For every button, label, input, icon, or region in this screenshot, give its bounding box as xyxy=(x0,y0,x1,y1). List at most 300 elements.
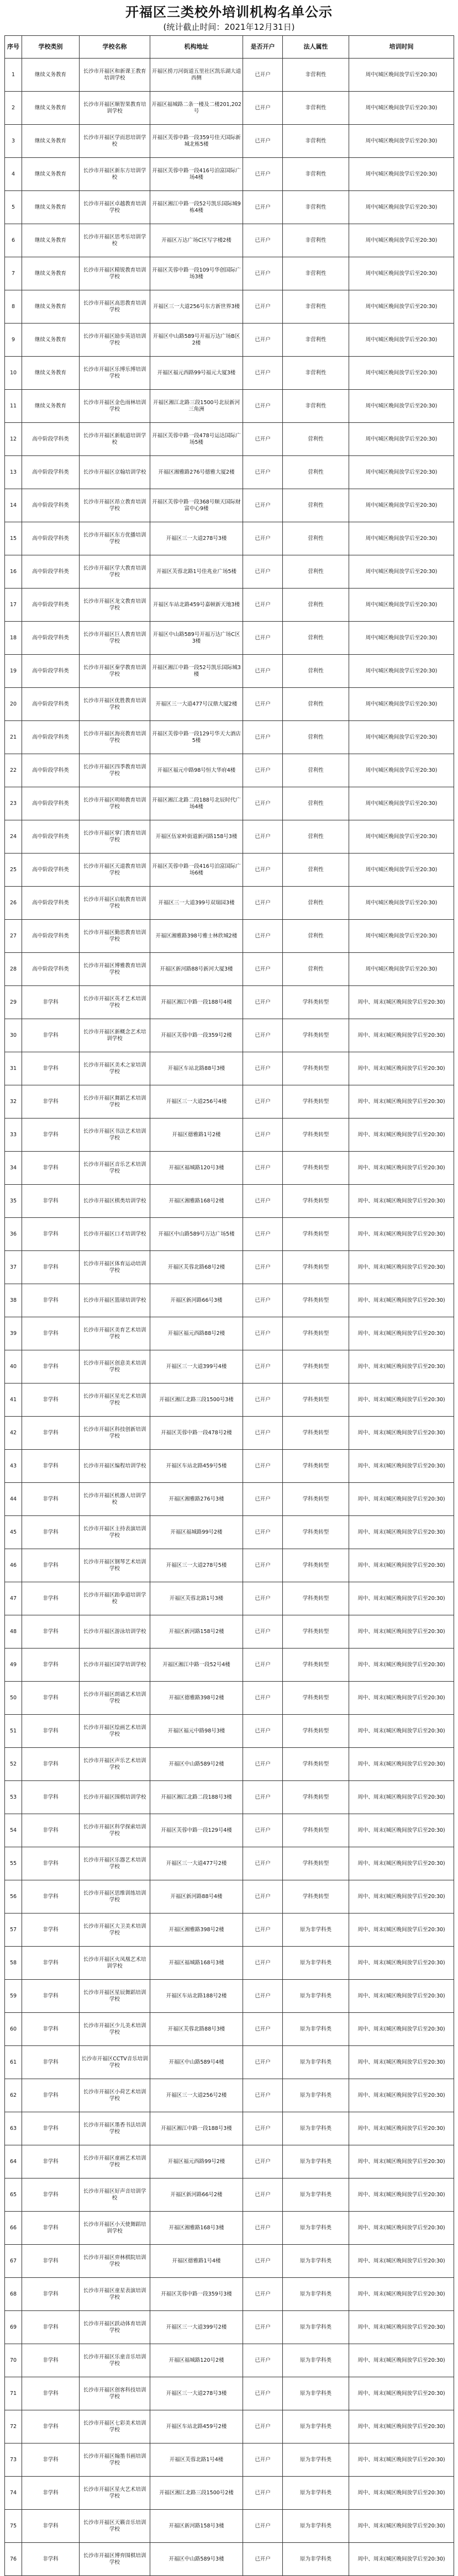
table-cell: 12 xyxy=(5,423,22,456)
table-cell: 继续义务教育 xyxy=(22,224,80,257)
table-cell: 58 xyxy=(5,1947,22,1980)
table-cell: 周中、周末(城区晚间放学后至20:30) xyxy=(349,2212,454,2245)
table-cell: 11 xyxy=(5,390,22,423)
table-cell: 长沙市开福区口才培训学校 xyxy=(80,1218,150,1251)
table-row xyxy=(5,1450,454,1483)
table-cell: 开福区伍家岭街道新河路158号3楼 xyxy=(150,820,243,854)
table-cell: 开福区车站北路459号2楼 xyxy=(150,2410,243,2444)
table-cell: 17 xyxy=(5,589,22,622)
table-cell: 长沙市开福区弈林棋院培训学校 xyxy=(80,2245,150,2278)
table-cell: 继续义务教育 xyxy=(22,125,80,158)
table-row xyxy=(5,456,454,489)
table-cell: 长沙市开福区童画艺术培训学校 xyxy=(80,2145,150,2179)
table-cell: 长沙市开福区巨人教育培训学校 xyxy=(80,622,150,655)
table-cell: 非营利性 xyxy=(283,290,349,324)
table-cell: 48 xyxy=(5,1615,22,1649)
table-cell: 周中(城区晚间放学后至20:30) xyxy=(349,820,454,854)
table-cell: 已开户 xyxy=(243,1781,283,1814)
table-cell: 已开户 xyxy=(243,1483,283,1516)
table-cell: 72 xyxy=(5,2410,22,2444)
table-cell: 非学科 xyxy=(22,2112,80,2145)
table-cell: 长沙市开福区勤思教育培训学校 xyxy=(80,920,150,953)
table-cell: 营利性 xyxy=(283,820,349,854)
table-cell: 已开户 xyxy=(243,1980,283,2013)
table-row xyxy=(5,2344,454,2377)
table-cell: 开福区芙蓉北路1号佳兆业广场5楼 xyxy=(150,555,243,589)
table-row xyxy=(5,191,454,224)
table-cell: 周中、周末(城区晚间放学后至20:30) xyxy=(349,1980,454,2013)
table-cell: 已开户 xyxy=(243,191,283,224)
table-cell: 长沙市开福区火凤凰艺术培训学校 xyxy=(80,1947,150,1980)
table-cell: 营利性 xyxy=(283,787,349,820)
table-cell: 53 xyxy=(5,1781,22,1814)
table-cell: 62 xyxy=(5,2079,22,2112)
table-cell: 原为非学科类 xyxy=(283,2079,349,2112)
table-cell: 非学科 xyxy=(22,2145,80,2179)
table-row xyxy=(5,1549,454,1582)
table-cell: 已开户 xyxy=(243,2444,283,2477)
table-cell: 开福区三一大道278号3楼 xyxy=(150,522,243,555)
table-cell: 非学科 xyxy=(22,1350,80,1384)
table-cell: 非学科 xyxy=(22,1052,80,1085)
table-cell: 周中、周末(城区晚间放学后至20:30) xyxy=(349,2543,454,2576)
table-row xyxy=(5,1649,454,1682)
table-cell: 已开户 xyxy=(243,2112,283,2145)
table-cell: 周中、周末(城区晚间放学后至20:30) xyxy=(349,1218,454,1251)
table-cell: 长沙市开福区体育运动培训学校 xyxy=(80,1251,150,1284)
table-cell: 学科类转型 xyxy=(283,1384,349,1417)
table-cell: 非学科 xyxy=(22,1880,80,1914)
table-cell: 38 xyxy=(5,1284,22,1317)
table-cell: 长沙市开福区英才艺术培训学校 xyxy=(80,986,150,1019)
table-cell: 周中、周末(城区晚间放学后至20:30) xyxy=(349,1251,454,1284)
table-row xyxy=(5,423,454,456)
table-cell: 30 xyxy=(5,1019,22,1052)
table-cell: 周中(城区晚间放学后至20:30) xyxy=(349,787,454,820)
table-cell: 非学科 xyxy=(22,1417,80,1450)
header-cell: 法人属性 xyxy=(283,36,349,59)
table-cell: 长沙市开福区星辰舞蹈培训学校 xyxy=(80,1980,150,2013)
table-cell: 长沙市开福区跆拳道培训学校 xyxy=(80,1582,150,1615)
table-cell: 学科类转型 xyxy=(283,1251,349,1284)
table-cell: 长沙市开福区国学培训学校 xyxy=(80,1649,150,1682)
table-row xyxy=(5,2046,454,2079)
table-cell: 继续义务教育 xyxy=(22,390,80,423)
table-cell: 原为非学科类 xyxy=(283,2477,349,2510)
table-cell: 已开户 xyxy=(243,787,283,820)
table-cell: 开福区湘江中路一段188号4楼 xyxy=(150,986,243,1019)
table-cell: 非学科 xyxy=(22,1615,80,1649)
table-cell: 长沙市开福区七彩美术培训学校 xyxy=(80,2410,150,2444)
table-cell: 高中阶段学科类 xyxy=(22,920,80,953)
table-cell: 营利性 xyxy=(283,555,349,589)
table-cell: 周中(城区晚间放学后至20:30) xyxy=(349,158,454,191)
table-cell: 学科类转型 xyxy=(283,1218,349,1251)
table-cell: 开福区湘江北路三段1500号2楼 xyxy=(150,2477,243,2510)
table-cell: 40 xyxy=(5,1350,22,1384)
table-cell: 营利性 xyxy=(283,622,349,655)
table-cell: 开福区湘雅路276号德雅大厦2楼 xyxy=(150,456,243,489)
table-cell: 周中(城区晚间放学后至20:30) xyxy=(349,522,454,555)
table-cell: 已开户 xyxy=(243,158,283,191)
table-row xyxy=(5,2410,454,2444)
table-cell: 周中、周末(城区晚间放学后至20:30) xyxy=(349,2013,454,2046)
table-cell: 开福区福城路168号3楼 xyxy=(150,1947,243,1980)
table-cell: 非学科 xyxy=(22,2377,80,2410)
table-cell: 开福区芙蓉中路一段478号2楼 xyxy=(150,1417,243,1450)
table-cell: 周中、周末(城区晚间放学后至20:30) xyxy=(349,1516,454,1549)
table-cell: 周中、周末(城区晚间放学后至20:30) xyxy=(349,2046,454,2079)
table-cell: 36 xyxy=(5,1218,22,1251)
table-cell: 继续义务教育 xyxy=(22,357,80,390)
table-cell: 开福区芙蓉中路一段359号2楼 xyxy=(150,1019,243,1052)
table-cell: 开福区新河路88号新河大厦3楼 xyxy=(150,953,243,986)
table-cell: 长沙市开福区龙文教育培训学校 xyxy=(80,589,150,622)
table-cell: 周中、周末(城区晚间放学后至20:30) xyxy=(349,1417,454,1450)
table-cell: 已开户 xyxy=(243,854,283,887)
table-cell: 开福区三一大道399号双瑞园3楼 xyxy=(150,887,243,920)
table-cell: 营利性 xyxy=(283,854,349,887)
table-cell: 35 xyxy=(5,1185,22,1218)
table-cell: 学科类转型 xyxy=(283,1350,349,1384)
table-cell: 周中、周末(城区晚间放学后至20:30) xyxy=(349,1384,454,1417)
table-row xyxy=(5,158,454,191)
table-cell: 周中(城区晚间放学后至20:30) xyxy=(349,324,454,357)
table-cell: 开福区福城路120号3楼 xyxy=(150,1152,243,1185)
table-cell: 18 xyxy=(5,622,22,655)
table-cell: 开福区新河路66号3楼 xyxy=(150,1284,243,1317)
table-cell: 高中阶段学科类 xyxy=(22,887,80,920)
table-cell: 周中、周末(城区晚间放学后至20:30) xyxy=(349,1119,454,1152)
table-cell: 开福区湘雅路168号2楼 xyxy=(150,1185,243,1218)
table-row xyxy=(5,1814,454,1847)
table-cell: 原为非学科类 xyxy=(283,2013,349,2046)
table-cell: 周中、周末(城区晚间放学后至20:30) xyxy=(349,2245,454,2278)
table-cell: 4 xyxy=(5,158,22,191)
table-cell: 非学科 xyxy=(22,1085,80,1119)
table-cell: 高中阶段学科类 xyxy=(22,589,80,622)
table-cell: 周中、周末(城区晚间放学后至20:30) xyxy=(349,1052,454,1085)
table-cell: 营利性 xyxy=(283,953,349,986)
table-cell: 周中、周末(城区晚间放学后至20:30) xyxy=(349,2344,454,2377)
table-cell: 已开户 xyxy=(243,224,283,257)
table-cell: 71 xyxy=(5,2377,22,2410)
table-cell: 非学科 xyxy=(22,2212,80,2245)
table-cell: 长沙市开福区新概念艺术培训学校 xyxy=(80,1019,150,1052)
table-cell: 周中、周末(城区晚间放学后至20:30) xyxy=(349,2145,454,2179)
table-cell: 已开户 xyxy=(243,2145,283,2179)
table-cell: 非学科 xyxy=(22,2278,80,2311)
table-row xyxy=(5,1483,454,1516)
table-cell: 开福区新河路158号2楼 xyxy=(150,1615,243,1649)
table-cell: 65 xyxy=(5,2179,22,2212)
table-cell: 非学科 xyxy=(22,1947,80,1980)
table-cell: 长沙市开福区东方优播培训学校 xyxy=(80,522,150,555)
table-cell: 33 xyxy=(5,1119,22,1152)
table-cell: 长沙市开福区机器人培训学校 xyxy=(80,1483,150,1516)
table-cell: 高中阶段学科类 xyxy=(22,555,80,589)
table-row xyxy=(5,1052,454,1085)
table-cell: 继续义务教育 xyxy=(22,324,80,357)
table-row xyxy=(5,1980,454,2013)
table-cell: 非学科 xyxy=(22,1019,80,1052)
table-cell: 开福区中山路589号4楼 xyxy=(150,2046,243,2079)
table-cell: 已开户 xyxy=(243,1019,283,1052)
table-cell: 开福区车站北路188号2楼 xyxy=(150,1980,243,2013)
table-cell: 周中(城区晚间放学后至20:30) xyxy=(349,357,454,390)
table-cell: 学科类转型 xyxy=(283,986,349,1019)
table-cell: 开福区湘江中路一段188号3楼 xyxy=(150,2112,243,2145)
table-cell: 周中(城区晚间放学后至20:30) xyxy=(349,589,454,622)
table-row xyxy=(5,390,454,423)
table-row xyxy=(5,920,454,953)
table-cell: 周中、周末(城区晚间放学后至20:30) xyxy=(349,2079,454,2112)
table-cell: 周中(城区晚间放学后至20:30) xyxy=(349,489,454,522)
table-cell: 开福区三一大道399号2楼 xyxy=(150,2311,243,2344)
table-cell: 长沙市开福区声乐艺术培训学校 xyxy=(80,1748,150,1781)
table-cell: 非学科 xyxy=(22,2013,80,2046)
table-cell: 周中、周末(城区晚间放学后至20:30) xyxy=(349,2112,454,2145)
table-cell: 非学科 xyxy=(22,1185,80,1218)
table-cell: 开福区三一大道256号东方新世界3楼 xyxy=(150,290,243,324)
table-cell: 已开户 xyxy=(243,1119,283,1152)
table-cell: 已开户 xyxy=(243,655,283,688)
table-cell: 长沙市开福区秦学教育培训学校 xyxy=(80,655,150,688)
table-cell: 开福区车站北路459号嘉顿新天地3楼 xyxy=(150,589,243,622)
table-cell: 长沙市开福区棋类培训学校 xyxy=(80,1185,150,1218)
table-cell: 16 xyxy=(5,555,22,589)
table-cell: 周中(城区晚间放学后至20:30) xyxy=(349,754,454,787)
table-cell: 营利性 xyxy=(283,688,349,721)
table-row xyxy=(5,1947,454,1980)
table-cell: 已开户 xyxy=(243,125,283,158)
table-cell: 长沙市开福区乐童音乐培训学校 xyxy=(80,2344,150,2377)
table-cell: 39 xyxy=(5,1317,22,1350)
table-cell: 非学科 xyxy=(22,1384,80,1417)
table-cell: 已开户 xyxy=(243,489,283,522)
table-cell: 已开户 xyxy=(243,721,283,754)
table-cell: 原为非学科类 xyxy=(283,2377,349,2410)
table-cell: 原为非学科类 xyxy=(283,2444,349,2477)
table-cell: 已开户 xyxy=(243,1417,283,1450)
table-cell: 周中、周末(城区晚间放学后至20:30) xyxy=(349,1350,454,1384)
table-cell: 长沙市开福区篮球培训学校 xyxy=(80,1284,150,1317)
table-cell: 开福区捞刀河街道五里社区凯乐湖大道西侧 xyxy=(150,59,243,92)
table-cell: 长沙市开福区天道教育培训学校 xyxy=(80,854,150,887)
table-cell: 已开户 xyxy=(243,1218,283,1251)
table-cell: 长沙市开福区书法艺术培训学校 xyxy=(80,1119,150,1152)
table-cell: 非学科 xyxy=(22,1549,80,1582)
table-cell: 开福区福元中路98号恒大华府4楼 xyxy=(150,754,243,787)
table-cell: 开福区芙蓉中路一段416号泊富国际广场4楼 xyxy=(150,158,243,191)
table-cell: 50 xyxy=(5,1682,22,1715)
table-cell: 非学科 xyxy=(22,2179,80,2212)
table-cell: 非学科 xyxy=(22,1847,80,1880)
table-cell: 已开户 xyxy=(243,1085,283,1119)
table-cell: 周中(城区晚间放学后至20:30) xyxy=(349,854,454,887)
table-cell: 非学科 xyxy=(22,1914,80,1947)
header-cell: 学校类别 xyxy=(22,36,80,59)
table-cell: 非学科 xyxy=(22,2245,80,2278)
table-cell: 开福区德雅路1号4楼 xyxy=(150,2245,243,2278)
table-cell: 已开户 xyxy=(243,688,283,721)
table-cell: 学科类转型 xyxy=(283,1052,349,1085)
table-cell: 已开户 xyxy=(243,1814,283,1847)
table-cell: 学科类转型 xyxy=(283,1152,349,1185)
table-cell: 25 xyxy=(5,854,22,887)
table-cell: 63 xyxy=(5,2112,22,2145)
table-cell: 长沙市开福区小荷艺术培训学校 xyxy=(80,2079,150,2112)
table-cell: 长沙市开福区童星表演培训学校 xyxy=(80,2278,150,2311)
table-cell: 已开户 xyxy=(243,2013,283,2046)
table-cell: 非学科 xyxy=(22,1218,80,1251)
table-row xyxy=(5,522,454,555)
table-cell: 已开户 xyxy=(243,1947,283,1980)
table-cell: 已开户 xyxy=(243,2510,283,2543)
table-cell: 开福区中山路589号开福万达广场B区2楼 xyxy=(150,324,243,357)
table-cell: 开福区芙蓉中路一段359号3楼 xyxy=(150,2278,243,2311)
table-cell: 长沙市开福区好声音培训学校 xyxy=(80,2179,150,2212)
table-cell: 长沙市开福区星火艺术培训学校 xyxy=(80,2477,150,2510)
table-cell: 非学科 xyxy=(22,2410,80,2444)
table-cell: 已开户 xyxy=(243,456,283,489)
table-cell: 周中、周末(城区晚间放学后至20:30) xyxy=(349,1947,454,1980)
table-cell: 已开户 xyxy=(243,920,283,953)
table-cell: 已开户 xyxy=(243,2377,283,2410)
table-cell: 原为非学科类 xyxy=(283,1947,349,1980)
table-row xyxy=(5,257,454,290)
table-cell: 周中、周末(城区晚间放学后至20:30) xyxy=(349,1549,454,1582)
table-cell: 长沙市开福区乐博乐博培训学校 xyxy=(80,357,150,390)
table-row xyxy=(5,357,454,390)
table-cell: 7 xyxy=(5,257,22,290)
table-cell: 原为非学科类 xyxy=(283,1980,349,2013)
table-cell: 周中、周末(城区晚间放学后至20:30) xyxy=(349,2444,454,2477)
table-cell: 已开户 xyxy=(243,2543,283,2576)
table-cell: 开福区芙蓉中路一段129号4楼 xyxy=(150,1814,243,1847)
table-cell: 长沙市开福区创意美术培训学校 xyxy=(80,1350,150,1384)
table-cell: 开福区湘雅路398号雅士林欣城2楼 xyxy=(150,920,243,953)
table-cell: 长沙市开福区学而思培训学校 xyxy=(80,125,150,158)
table-cell: 已开户 xyxy=(243,1251,283,1284)
table-cell: 14 xyxy=(5,489,22,522)
table-row xyxy=(5,721,454,754)
table-cell: 继续义务教育 xyxy=(22,257,80,290)
table-cell: 47 xyxy=(5,1582,22,1615)
table-cell: 原为非学科类 xyxy=(283,2543,349,2576)
table-row xyxy=(5,1218,454,1251)
table-cell: 长沙市开福区钢琴艺术培训学校 xyxy=(80,1549,150,1582)
table-cell: 73 xyxy=(5,2444,22,2477)
table-cell: 高中阶段学科类 xyxy=(22,456,80,489)
table-cell: 非学科 xyxy=(22,2477,80,2510)
table-cell: 周中、周末(城区晚间放学后至20:30) xyxy=(349,2510,454,2543)
table-cell: 非学科 xyxy=(22,1649,80,1682)
table-cell: 长沙市开福区朗诵艺术培训学校 xyxy=(80,1682,150,1715)
table-cell: 学科类转型 xyxy=(283,1582,349,1615)
table-cell: 已开户 xyxy=(243,257,283,290)
table-cell: 6 xyxy=(5,224,22,257)
table-cell: 已开户 xyxy=(243,2477,283,2510)
table-cell: 已开户 xyxy=(243,1052,283,1085)
table-row xyxy=(5,1516,454,1549)
table-cell: 开福区芙蓉北路88号3楼 xyxy=(150,2013,243,2046)
table-cell: 非学科 xyxy=(22,2543,80,2576)
table-row xyxy=(5,655,454,688)
table-cell: 非学科 xyxy=(22,1582,80,1615)
table-cell: 已开户 xyxy=(243,1649,283,1682)
table-cell: 非学科 xyxy=(22,1317,80,1350)
table-cell: 非学科 xyxy=(22,1516,80,1549)
table-row xyxy=(5,1317,454,1350)
table-cell: 56 xyxy=(5,1880,22,1914)
table-cell: 非营利性 xyxy=(283,125,349,158)
table-cell: 周中、周末(城区晚间放学后至20:30) xyxy=(349,1019,454,1052)
table-cell: 已开户 xyxy=(243,1847,283,1880)
header-cell: 是否开户 xyxy=(243,36,283,59)
table-cell: 开福区湘江北路二段188号北辰时代广场4楼 xyxy=(150,787,243,820)
table-cell: 9 xyxy=(5,324,22,357)
table-row xyxy=(5,125,454,158)
table-cell: 周中(城区晚间放学后至20:30) xyxy=(349,622,454,655)
table-cell: 周中(城区晚间放学后至20:30) xyxy=(349,224,454,257)
header-cell: 培训时间 xyxy=(349,36,454,59)
table-cell: 学科类转型 xyxy=(283,1284,349,1317)
table-cell: 长沙市开福区创客科技培训学校 xyxy=(80,2377,150,2410)
table-cell: 周中、周末(城区晚间放学后至20:30) xyxy=(349,1085,454,1119)
table-cell: 已开户 xyxy=(243,2046,283,2079)
table-cell: 周中(城区晚间放学后至20:30) xyxy=(349,953,454,986)
table-cell: 长沙市开福区博弈围棋培训学校 xyxy=(80,2543,150,2576)
table-cell: 高中阶段学科类 xyxy=(22,820,80,854)
table-cell: 开福区芙蓉北路68号2楼 xyxy=(150,1251,243,1284)
table-cell: 周中、周末(城区晚间放学后至20:30) xyxy=(349,1582,454,1615)
table-cell: 45 xyxy=(5,1516,22,1549)
table-row xyxy=(5,622,454,655)
table-cell: 周中、周末(城区晚间放学后至20:30) xyxy=(349,1649,454,1682)
table-cell: 开福区福城路120号2楼 xyxy=(150,2344,243,2377)
table-cell: 已开户 xyxy=(243,820,283,854)
table-row xyxy=(5,1350,454,1384)
table-cell: 高中阶段学科类 xyxy=(22,721,80,754)
table-cell: 长沙市开福区科学探索培训学校 xyxy=(80,1814,150,1847)
table-row xyxy=(5,787,454,820)
table-cell: 继续义务教育 xyxy=(22,290,80,324)
table-row xyxy=(5,2145,454,2179)
table-cell: 周中(城区晚间放学后至20:30) xyxy=(349,920,454,953)
table-cell: 非学科 xyxy=(22,2344,80,2377)
table-row xyxy=(5,1417,454,1450)
table-row xyxy=(5,2212,454,2245)
table-cell: 已开户 xyxy=(243,1284,283,1317)
table-cell: 周中、周末(城区晚间放学后至20:30) xyxy=(349,2477,454,2510)
table-cell: 开福区中山路589号开福万达广场C区3楼 xyxy=(150,622,243,655)
table-cell: 开福区福城路99号2楼 xyxy=(150,1516,243,1549)
table-cell: 已开户 xyxy=(243,2410,283,2444)
table-row xyxy=(5,2510,454,2543)
table-row xyxy=(5,1185,454,1218)
table-cell: 高中阶段学科类 xyxy=(22,688,80,721)
table-cell: 周中(城区晚间放学后至20:30) xyxy=(349,887,454,920)
table-cell: 长沙市开福区主持表演培训学校 xyxy=(80,1516,150,1549)
header-cell: 机构地址 xyxy=(150,36,243,59)
table-cell: 28 xyxy=(5,953,22,986)
institution-table xyxy=(4,35,454,2576)
table-row xyxy=(5,1715,454,1748)
table-cell: 开福区湘江北路二段188号3楼 xyxy=(150,1781,243,1814)
table-cell: 开福区湘江北路三段1500号北辰新河三角洲 xyxy=(150,390,243,423)
table-cell: 长沙市开福区新东方培训学校 xyxy=(80,158,150,191)
